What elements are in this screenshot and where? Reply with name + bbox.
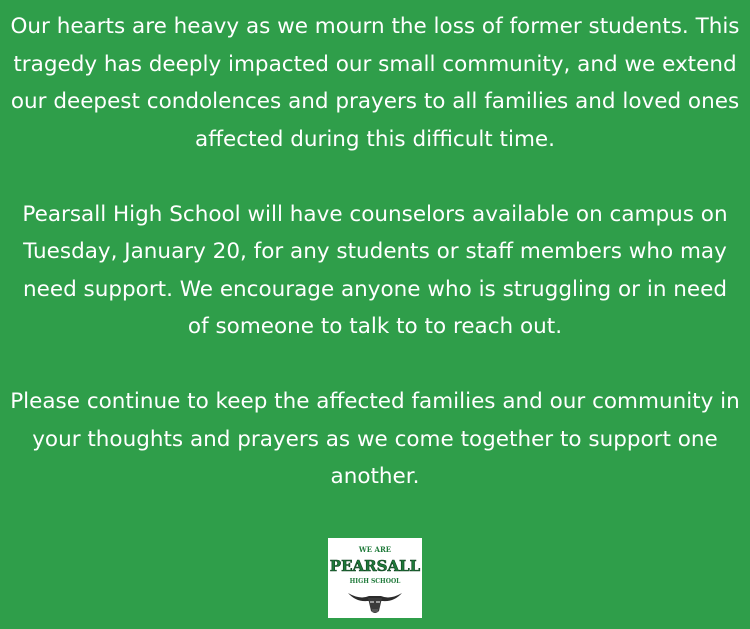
paragraph-counselors: Pearsall High School will have counselors available on campus on Tuesday, January 20, for any students or staff members who may need support. We encourage anyone who is struggling or in need of someone to talk to to reach out. (22, 201, 728, 339)
longhorn-mascot-icon (348, 593, 402, 613)
logo-school-name: PEARSALL (329, 557, 421, 575)
pearsall-logo (328, 538, 422, 618)
paragraph-condolences: Our hearts are heavy as we mourn the loss of former students. This tragedy has deeply impacted our small community, and we extend our deepest condolences and prayers to all families and loved ones affected during this difficult time. (10, 14, 740, 152)
pearsall-logo-graphic (328, 538, 422, 618)
logo-top-text: WE ARE (358, 545, 392, 554)
logo-sub-text: HIGH SCHOOL (349, 578, 401, 585)
condolence-message (10, 8, 740, 496)
paragraph-prayers: Please continue to keep the affected families and our community in your thoughts and prayers as we come together to support one another. (10, 389, 740, 489)
